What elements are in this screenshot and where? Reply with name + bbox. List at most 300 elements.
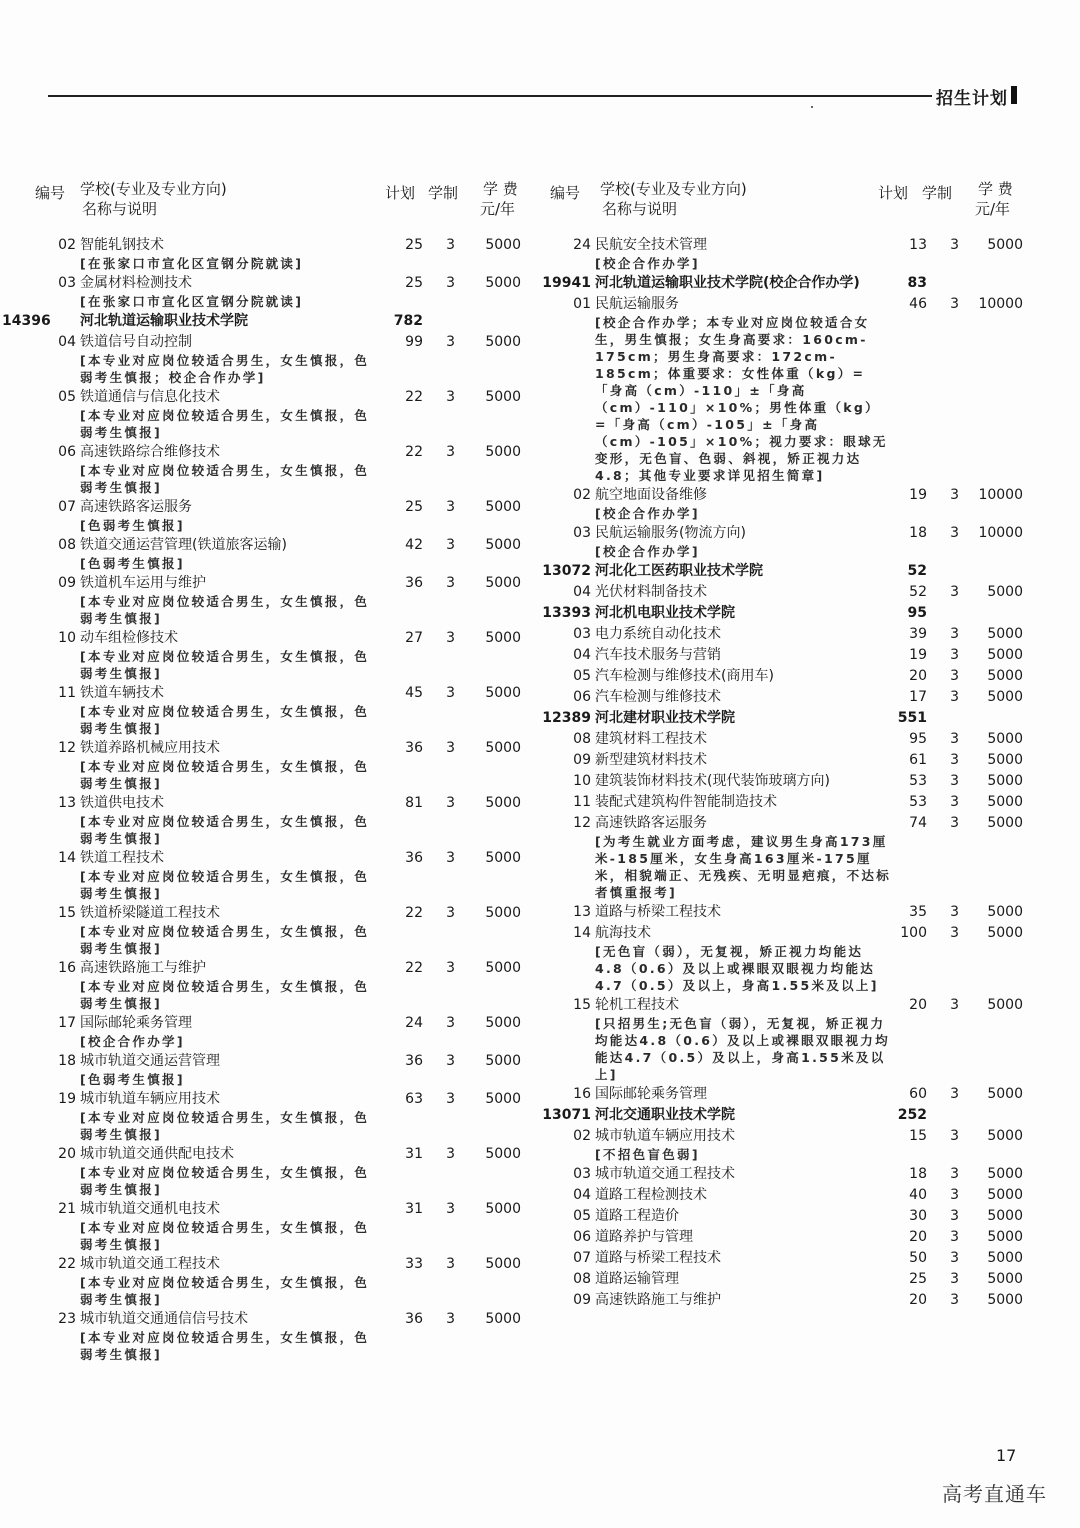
- row-code: 06: [573, 1229, 591, 1245]
- row-main: [545, 924, 1035, 943]
- plan-count: 22: [405, 444, 423, 460]
- row-main: [545, 1127, 1035, 1146]
- row-code: 08: [573, 731, 591, 747]
- major-row: [30, 1255, 535, 1308]
- row-main: [545, 1291, 1035, 1310]
- tuition-fee: 5000: [987, 647, 1023, 663]
- tuition-fee: 5000: [987, 773, 1023, 789]
- plan-count: 25: [405, 237, 423, 253]
- study-years: 3: [446, 1091, 455, 1107]
- row-main: [30, 1310, 535, 1329]
- row-main: [542, 709, 1035, 728]
- school-row: [542, 562, 1035, 581]
- page-number: 17: [996, 1446, 1017, 1465]
- plan-count: 36: [405, 850, 423, 866]
- row-code: 12389: [542, 710, 591, 726]
- row-code: 19941: [542, 275, 591, 291]
- study-years: 3: [950, 1250, 959, 1266]
- major-row: [545, 625, 1035, 644]
- row-code: 05: [573, 668, 591, 684]
- plan-count: 27: [405, 630, 423, 646]
- row-main: [545, 625, 1035, 644]
- tuition-fee: 5000: [485, 740, 521, 756]
- row-note: [本专业对应岗位较适合男生，女生慎报，色弱考生慎报]: [80, 704, 370, 736]
- major-row: [30, 904, 535, 957]
- study-years: 3: [446, 389, 455, 405]
- row-code: 12: [573, 815, 591, 831]
- major-name: 铁道机车运用与维护: [80, 575, 206, 591]
- major-row: [30, 959, 535, 1012]
- row-code: 03: [573, 626, 591, 642]
- plan-count: 22: [405, 905, 423, 921]
- major-row: [545, 793, 1035, 812]
- tuition-fee: 5000: [485, 444, 521, 460]
- row-main: [545, 1207, 1035, 1226]
- major-name: 城市轨道车辆应用技术: [595, 1128, 735, 1144]
- plan-count: 13: [909, 237, 927, 253]
- major-row: [30, 1052, 535, 1088]
- tuition-fee: 5000: [485, 537, 521, 553]
- tuition-fee: 5000: [485, 334, 521, 350]
- row-note: [校企合作办学]: [595, 506, 700, 521]
- study-years: 3: [950, 1271, 959, 1287]
- row-note: [本专业对应岗位较适合男生，女生慎报，色弱考生慎报]: [80, 924, 370, 956]
- plan-count: 36: [405, 1311, 423, 1327]
- tuition-fee: 5000: [987, 1271, 1023, 1287]
- major-name: 民航运输服务(物流方向): [595, 525, 746, 541]
- row-code: 19: [58, 1091, 76, 1107]
- row-code: 11: [573, 794, 591, 810]
- school-name: 河北建材职业技术学院: [595, 710, 735, 726]
- tuition-fee: 5000: [987, 584, 1023, 600]
- row-code: 21: [58, 1201, 76, 1217]
- row-main: [545, 667, 1035, 686]
- row-main: [542, 562, 1035, 581]
- row-note: [本专业对应岗位较适合男生，女生慎报，色弱考生慎报]: [80, 1165, 370, 1197]
- major-name: 道路工程检测技术: [595, 1187, 707, 1203]
- row-main: [30, 684, 535, 703]
- tuition-fee: 5000: [987, 237, 1023, 253]
- plan-count: 95: [909, 731, 927, 747]
- tuition-fee: 5000: [987, 1187, 1023, 1203]
- major-name: 建筑材料工程技术: [595, 731, 707, 747]
- plan-count: 53: [909, 773, 927, 789]
- plan-count: 18: [909, 1166, 927, 1182]
- study-years: 3: [446, 630, 455, 646]
- section-title: 招生计划: [936, 89, 1008, 109]
- major-name: 城市轨道交通工程技术: [80, 1256, 220, 1272]
- row-main: [545, 793, 1035, 812]
- plan-count: 20: [909, 1292, 927, 1308]
- major-row: [30, 1014, 535, 1050]
- plan-count: 25: [909, 1271, 927, 1287]
- tuition-fee: 5000: [987, 1292, 1023, 1308]
- major-name: 高速铁路施工与维护: [80, 960, 206, 976]
- row-code: 14: [58, 850, 76, 866]
- column-header: [545, 180, 1035, 232]
- plan-count: 81: [405, 795, 423, 811]
- major-name: 城市轨道交通机电技术: [80, 1201, 220, 1217]
- major-name: 新型建筑材料技术: [595, 752, 707, 768]
- study-years: 3: [446, 1311, 455, 1327]
- major-name: 道路与桥梁工程技术: [595, 904, 721, 920]
- tuition-fee: 5000: [987, 1166, 1023, 1182]
- major-name: 城市轨道交通通信信号技术: [80, 1311, 248, 1327]
- row-code: 09: [58, 575, 76, 591]
- major-name: 动车组检修技术: [80, 630, 178, 646]
- plan-count: 46: [909, 296, 927, 312]
- row-main: [30, 1052, 535, 1071]
- tuition-fee: 5000: [485, 389, 521, 405]
- right-rows: [542, 234, 1035, 1310]
- study-years: 3: [950, 904, 959, 920]
- row-main: [545, 1165, 1035, 1184]
- speck: [811, 106, 813, 108]
- header-school-desc: 名称与说明: [602, 200, 678, 218]
- plan-count: 782: [393, 313, 423, 329]
- tuition-fee: 5000: [485, 1256, 521, 1272]
- header-years: 学制: [922, 184, 953, 202]
- tuition-fee: 5000: [987, 794, 1023, 810]
- study-years: 3: [950, 1229, 959, 1245]
- row-code: 07: [58, 499, 76, 515]
- plan-count: 95: [907, 605, 927, 621]
- study-years: 3: [950, 1166, 959, 1182]
- row-main: [545, 1249, 1035, 1268]
- major-name: 城市轨道交通工程技术: [595, 1166, 735, 1182]
- row-main: [545, 486, 1035, 505]
- major-row: [545, 1270, 1035, 1289]
- major-row: [545, 1085, 1035, 1104]
- row-note: [本专业对应岗位较适合男生，女生慎报，色弱考生慎报]: [80, 649, 370, 681]
- row-code: 20: [58, 1146, 76, 1162]
- row-code: 15: [58, 905, 76, 921]
- study-years: 3: [950, 1187, 959, 1203]
- tuition-fee: 5000: [485, 1015, 521, 1031]
- major-row: [545, 1165, 1035, 1184]
- row-note: [校企合作办学]: [80, 1034, 185, 1049]
- row-note: [无色盲（弱），无复视，矫正视力均能达4.8（0.6）及以上或裸眼双眼视力均能达4.7（0.5）及以上，身高1.55米及以上]: [595, 944, 879, 993]
- row-note: [本专业对应岗位较适合男生，女生慎报，色弱考生慎报]: [80, 408, 370, 440]
- major-row: [30, 333, 535, 386]
- study-years: 3: [950, 1128, 959, 1144]
- row-main: [545, 646, 1035, 665]
- row-main: [30, 1145, 535, 1164]
- major-name: 城市轨道交通供配电技术: [80, 1146, 234, 1162]
- tuition-fee: 5000: [987, 1208, 1023, 1224]
- study-years: 3: [950, 584, 959, 600]
- row-code: 15: [573, 997, 591, 1013]
- row-main: [545, 236, 1035, 255]
- row-code: 09: [573, 752, 591, 768]
- major-name: 城市轨道交通运营管理: [80, 1053, 220, 1069]
- major-name: 国际邮轮乘务管理: [80, 1015, 192, 1031]
- row-code: 02: [573, 487, 591, 503]
- plan-count: 24: [405, 1015, 423, 1031]
- major-row: [545, 814, 1035, 901]
- row-main: [545, 583, 1035, 602]
- row-code: 07: [573, 1250, 591, 1266]
- row-main: [30, 739, 535, 758]
- plan-count: 20: [909, 997, 927, 1013]
- row-note: [本专业对应岗位较适合男生，女生慎报，色弱考生慎报]: [80, 814, 370, 846]
- row-note: [只招男生;无色盲（弱），无复视，矫正视力均能达4.8（0.6）及以上或裸眼双眼视力均能达4.7（0.5）及以上，身高1.55米及以上]: [595, 1016, 890, 1082]
- major-row: [30, 1200, 535, 1253]
- tuition-fee: 5000: [485, 1311, 521, 1327]
- header-fee: 学 费: [483, 180, 518, 198]
- row-code: 05: [573, 1208, 591, 1224]
- plan-count: 35: [909, 904, 927, 920]
- row-main: [545, 688, 1035, 707]
- school-row: [542, 274, 1035, 293]
- study-years: 3: [446, 1201, 455, 1217]
- plan-count: 20: [909, 668, 927, 684]
- row-main: [30, 629, 535, 648]
- major-row: [545, 730, 1035, 749]
- row-note: [在张家口市宣化区宣钢分院就读]: [80, 256, 304, 271]
- study-years: 3: [446, 960, 455, 976]
- header-school: 学校(专业及专业方向): [80, 180, 227, 198]
- row-main: [30, 1255, 535, 1274]
- study-years: 3: [950, 487, 959, 503]
- row-note: [本专业对应岗位较适合男生，女生慎报，色弱考生慎报]: [80, 1110, 370, 1142]
- major-name: 电力系统自动化技术: [595, 626, 721, 642]
- major-name: 民航运输服务: [595, 296, 679, 312]
- tuition-fee: 5000: [485, 237, 521, 253]
- row-code: 13: [58, 795, 76, 811]
- major-name: 铁道通信与信息化技术: [80, 389, 220, 405]
- tuition-fee: 5000: [485, 499, 521, 515]
- tuition-fee: 5000: [485, 795, 521, 811]
- tuition-fee: 5000: [485, 905, 521, 921]
- major-name: 铁道桥梁隧道工程技术: [80, 905, 220, 921]
- major-row: [545, 583, 1035, 602]
- school-row: [542, 604, 1035, 623]
- major-row: [30, 274, 535, 310]
- plan-count: 45: [405, 685, 423, 701]
- major-name: 高速铁路客运服务: [595, 815, 707, 831]
- tuition-fee: 10000: [978, 296, 1023, 312]
- row-note: [色弱考生慎报]: [80, 1072, 185, 1087]
- plan-count: 36: [405, 1053, 423, 1069]
- plan-count: 252: [897, 1107, 927, 1123]
- major-name: 铁道供电技术: [80, 795, 164, 811]
- study-years: 3: [446, 334, 455, 350]
- major-row: [545, 772, 1035, 791]
- row-main: [542, 1106, 1035, 1125]
- row-main: [545, 996, 1035, 1015]
- study-years: 3: [446, 685, 455, 701]
- row-main: [545, 903, 1035, 922]
- row-note: [本专业对应岗位较适合男生，女生慎报，色弱考生慎报]: [80, 594, 370, 626]
- row-code: 06: [58, 444, 76, 460]
- tuition-fee: 5000: [485, 1201, 521, 1217]
- row-code: 14: [573, 925, 591, 941]
- major-name: 建筑装饰材料技术(现代装饰玻璃方向): [595, 773, 830, 789]
- plan-count: 40: [909, 1187, 927, 1203]
- tuition-fee: 5000: [485, 630, 521, 646]
- row-main: [30, 849, 535, 868]
- study-years: 3: [950, 731, 959, 747]
- row-main: [545, 1085, 1035, 1104]
- plan-count: 17: [909, 689, 927, 705]
- row-main: [545, 524, 1035, 543]
- row-code: 03: [573, 1166, 591, 1182]
- row-main: [30, 1200, 535, 1219]
- study-years: 3: [950, 647, 959, 663]
- tuition-fee: 5000: [987, 925, 1023, 941]
- major-row: [30, 1090, 535, 1143]
- plan-count: 50: [909, 1250, 927, 1266]
- row-code: 13393: [542, 605, 591, 621]
- row-note: [本专业对应岗位较适合男生，女生慎报，色弱考生慎报]: [80, 979, 370, 1011]
- row-main: [2, 312, 535, 331]
- major-row: [545, 486, 1035, 522]
- tuition-fee: 5000: [485, 275, 521, 291]
- plan-count: 53: [909, 794, 927, 810]
- row-note: [本专业对应岗位较适合男生，女生慎报，色弱考生慎报]: [80, 463, 370, 495]
- plan-count: 39: [909, 626, 927, 642]
- row-code: 01: [573, 296, 591, 312]
- school-name: 河北轨道运输职业技术学院: [80, 313, 248, 329]
- row-note: [本专业对应岗位较适合男生，女生慎报，色弱考生慎报]: [80, 1220, 370, 1252]
- plan-count: 74: [909, 815, 927, 831]
- study-years: 3: [950, 773, 959, 789]
- major-row: [545, 667, 1035, 686]
- major-name: 航海技术: [595, 925, 651, 941]
- study-years: 3: [446, 1256, 455, 1272]
- plan-count: 25: [405, 275, 423, 291]
- row-code: 13: [573, 904, 591, 920]
- study-years: 3: [446, 1015, 455, 1031]
- header-fee-unit: 元/年: [480, 200, 516, 218]
- row-main: [30, 536, 535, 555]
- row-code: 03: [58, 275, 76, 291]
- row-note: [本专业对应岗位较适合男生，女生慎报，色弱考生慎报；校企合作办学]: [80, 353, 370, 385]
- header-plan: 计划: [878, 184, 909, 202]
- row-code: 13072: [542, 563, 591, 579]
- major-row: [545, 996, 1035, 1083]
- major-name: 道路养护与管理: [595, 1229, 693, 1245]
- major-name: 金属材料检测技术: [80, 275, 192, 291]
- row-code: 02: [573, 1128, 591, 1144]
- plan-count: 22: [405, 389, 423, 405]
- header-school: 学校(专业及专业方向): [600, 180, 747, 198]
- major-name: 铁道交通运营管理(铁道旅客运输): [80, 537, 287, 553]
- tuition-fee: 5000: [987, 689, 1023, 705]
- study-years: 3: [950, 997, 959, 1013]
- tuition-fee: 5000: [987, 1229, 1023, 1245]
- watermark: 高考直通车: [942, 1482, 1047, 1506]
- tuition-fee: 5000: [987, 997, 1023, 1013]
- row-note: [为考生就业方面考虑，建议男生身高173厘米-185厘米，女生身高163厘米-175厘米，相貌端正、无残疾、无明显疤痕，不达标者慎重报考]: [595, 834, 892, 900]
- major-row: [30, 574, 535, 627]
- left-column: [2, 180, 535, 1362]
- plan-count: 31: [405, 1146, 423, 1162]
- school-name: 河北化工医药职业技术学院: [595, 563, 763, 579]
- row-note: [校企合作办学]: [595, 256, 700, 271]
- tuition-fee: 5000: [485, 575, 521, 591]
- major-row: [30, 739, 535, 792]
- study-years: 3: [950, 668, 959, 684]
- tuition-fee: 10000: [978, 525, 1023, 541]
- major-row: [30, 498, 535, 534]
- major-name: 国际邮轮乘务管理: [595, 1086, 707, 1102]
- plan-count: 60: [909, 1086, 927, 1102]
- left-rows: [2, 234, 535, 1363]
- row-main: [542, 274, 1035, 293]
- major-name: 铁道车辆技术: [80, 685, 164, 701]
- plan-count: 52: [907, 563, 927, 579]
- row-main: [30, 1090, 535, 1109]
- major-row: [545, 236, 1035, 272]
- major-name: 民航安全技术管理: [595, 237, 707, 253]
- major-name: 光伏材料制备技术: [595, 584, 707, 600]
- row-note: [本专业对应岗位较适合男生，女生慎报，色弱考生慎报]: [80, 1275, 370, 1307]
- school-row: [542, 709, 1035, 728]
- row-main: [30, 333, 535, 352]
- row-code: 11: [58, 685, 76, 701]
- study-years: 3: [950, 1292, 959, 1308]
- tuition-fee: 10000: [978, 487, 1023, 503]
- major-name: 道路与桥梁工程技术: [595, 1250, 721, 1266]
- major-name: 轮机工程技术: [595, 997, 679, 1013]
- study-years: 3: [446, 1146, 455, 1162]
- study-years: 3: [446, 499, 455, 515]
- tuition-fee: 5000: [485, 960, 521, 976]
- major-row: [30, 388, 535, 441]
- plan-count: 33: [405, 1256, 423, 1272]
- column-header: [30, 180, 535, 232]
- major-row: [545, 903, 1035, 922]
- row-note: [色弱考生慎报]: [80, 556, 185, 571]
- major-name: 高速铁路施工与维护: [595, 1292, 721, 1308]
- tuition-fee: 5000: [485, 1053, 521, 1069]
- row-code: 03: [573, 525, 591, 541]
- study-years: 3: [950, 794, 959, 810]
- row-main: [545, 1270, 1035, 1289]
- plan-count: 22: [405, 960, 423, 976]
- major-name: 高速铁路综合维修技术: [80, 444, 220, 460]
- major-row: [30, 1145, 535, 1198]
- major-row: [545, 295, 1035, 484]
- plan-count: 99: [405, 334, 423, 350]
- major-name: 铁道信号自动控制: [80, 334, 192, 350]
- major-row: [30, 849, 535, 902]
- row-code: 08: [58, 537, 76, 553]
- major-name: 道路工程造价: [595, 1208, 679, 1224]
- study-years: 3: [950, 626, 959, 642]
- major-row: [30, 1310, 535, 1363]
- tuition-fee: 5000: [485, 685, 521, 701]
- header-school-desc: 名称与说明: [82, 200, 158, 218]
- row-code: 17: [58, 1015, 76, 1031]
- major-row: [545, 1291, 1035, 1310]
- row-code: 16: [58, 960, 76, 976]
- row-code: 22: [58, 1256, 76, 1272]
- major-name: 城市轨道车辆应用技术: [80, 1091, 220, 1107]
- row-note: [校企合作办学]: [595, 544, 700, 559]
- plan-count: 42: [405, 537, 423, 553]
- row-code: 02: [58, 237, 76, 253]
- row-code: 10: [573, 773, 591, 789]
- row-note: [本专业对应岗位较适合男生，女生慎报，色弱考生慎报]: [80, 1330, 370, 1362]
- row-code: 23: [58, 1311, 76, 1327]
- row-main: [542, 604, 1035, 623]
- tuition-fee: 5000: [987, 815, 1023, 831]
- tuition-fee: 5000: [987, 1250, 1023, 1266]
- row-note: [本专业对应岗位较适合男生，女生慎报，色弱考生慎报]: [80, 759, 370, 791]
